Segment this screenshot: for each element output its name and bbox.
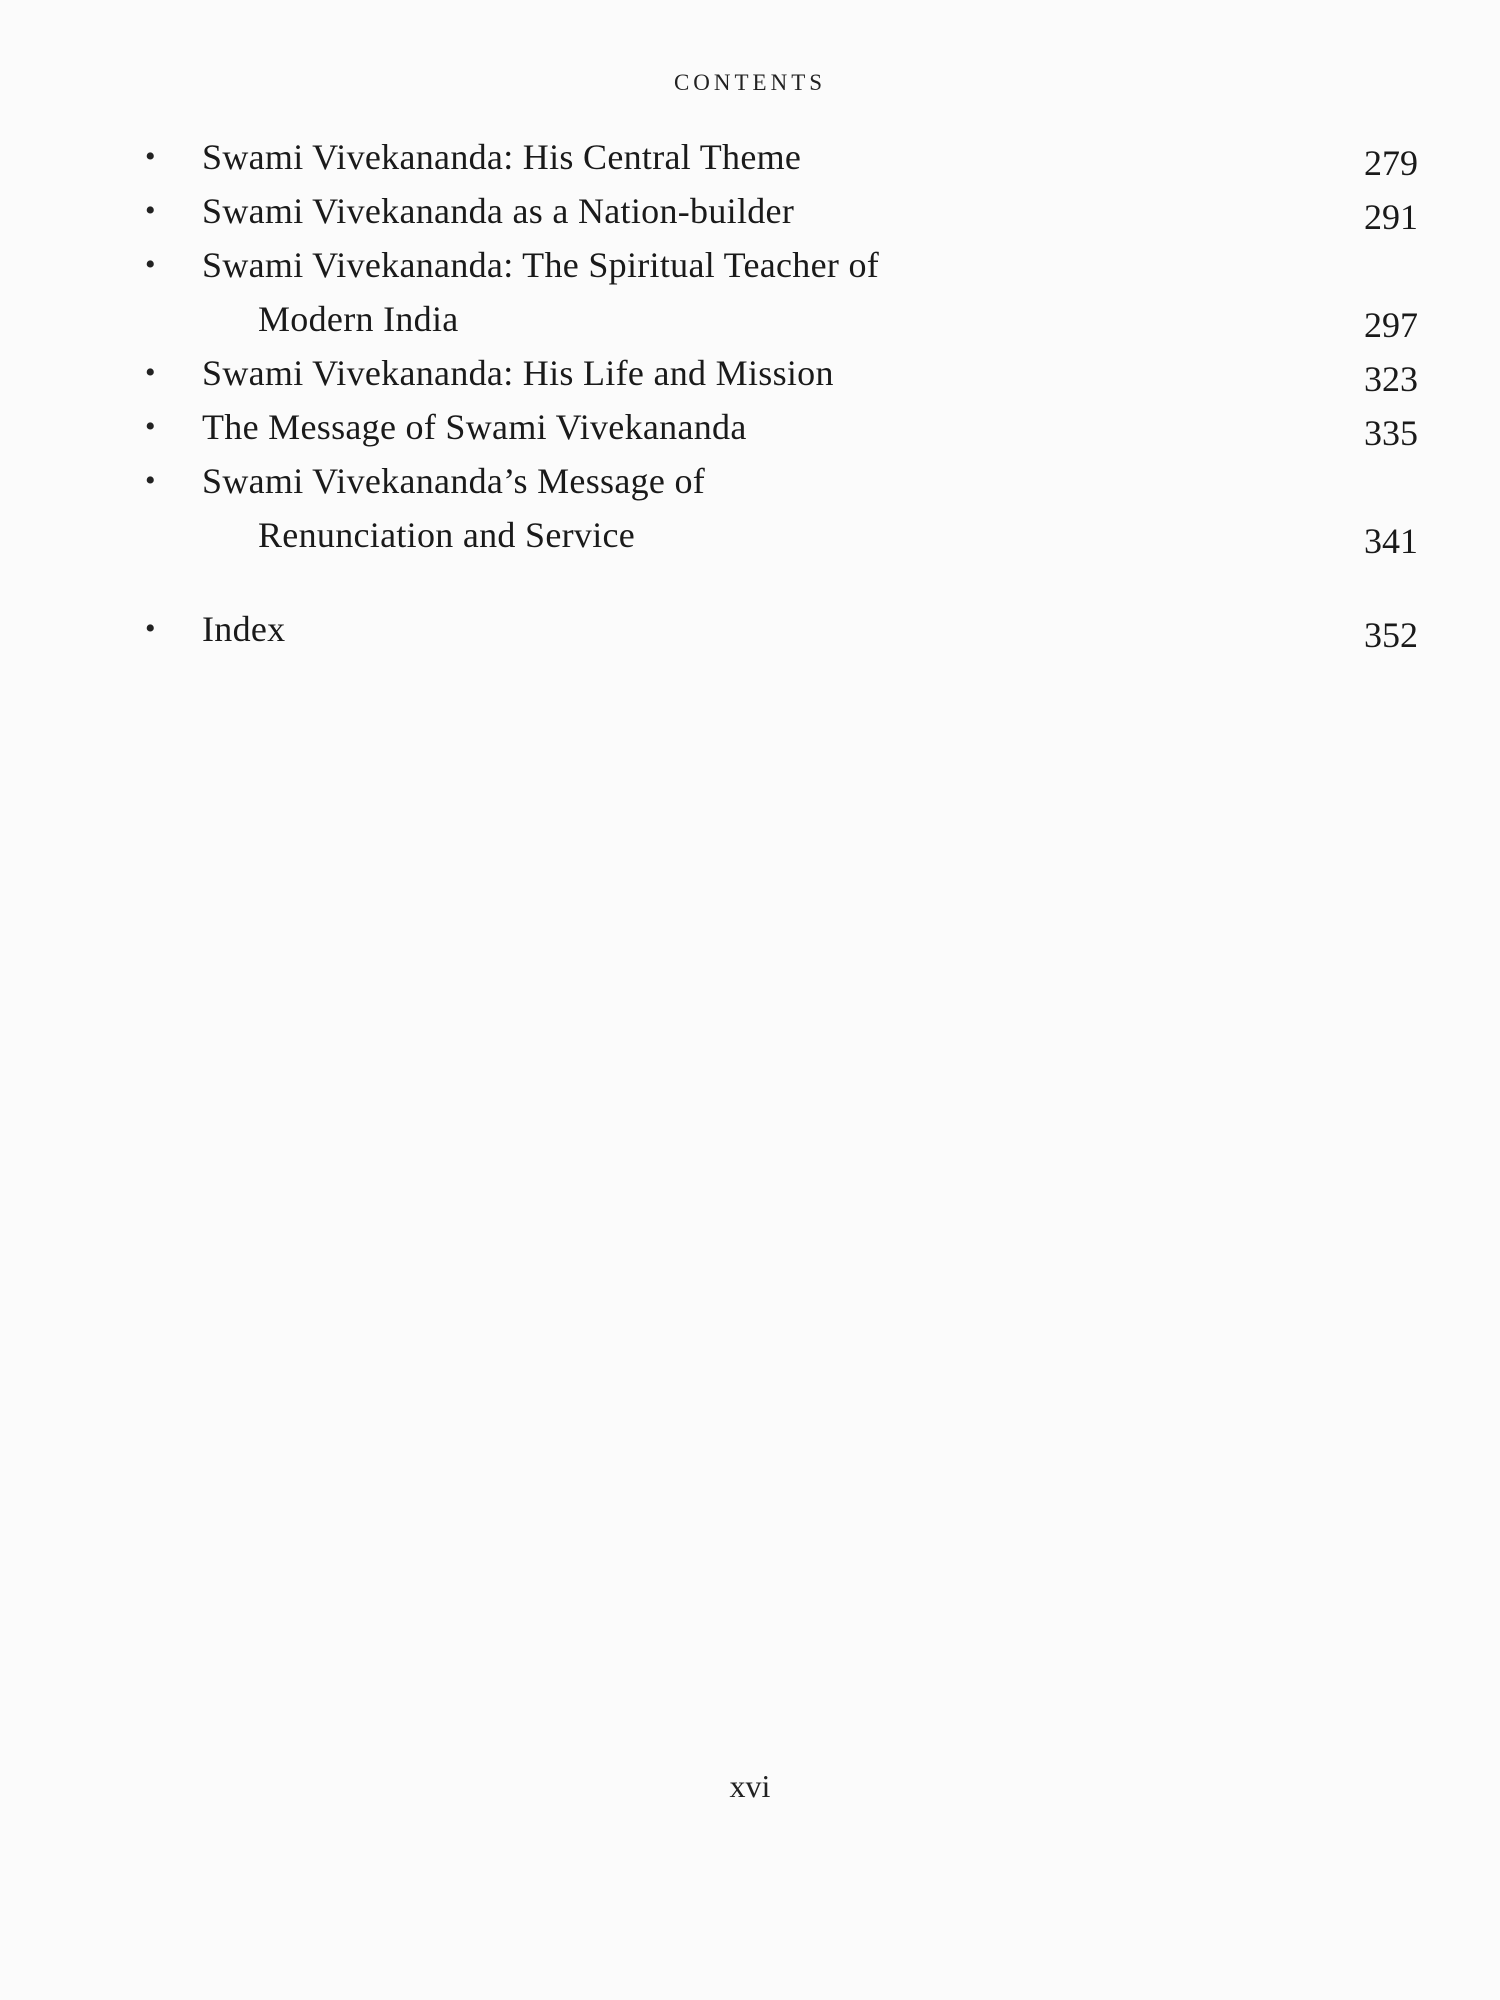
entry-title-line: Swami Vivekananda’s Message of (202, 461, 706, 501)
entry-title (202, 400, 1202, 454)
entry-page-number: 335 (1364, 413, 1418, 453)
bullet-marker: • (145, 464, 156, 497)
entry-title-line: Swami Vivekananda: His Life and Mission (202, 353, 834, 393)
entry-title (202, 454, 1202, 562)
entry-title-line: The Message of Swami Vivekananda (202, 407, 747, 447)
toc-entry (138, 454, 1418, 562)
running-head: CONTENTS (673, 70, 827, 95)
bullet-marker: • (145, 194, 156, 227)
toc-entry (138, 130, 1418, 184)
entry-page-number: 352 (1364, 615, 1418, 655)
entry-page-number: 291 (1364, 197, 1418, 237)
entry-title (202, 602, 1202, 656)
toc-entry (138, 184, 1418, 238)
entry-page-number: 323 (1364, 359, 1418, 399)
bullet-marker: • (145, 410, 156, 443)
entry-title-line: Swami Vivekananda: The Spiritual Teacher of (202, 245, 880, 285)
toc-entry (138, 346, 1418, 400)
entry-title-line: Index (202, 609, 286, 649)
entry-page-number: 297 (1364, 305, 1418, 345)
bullet-marker: • (145, 612, 156, 645)
folio-page-number: xvi (729, 1768, 771, 1804)
toc-entry (138, 400, 1418, 454)
entry-title-continuation: Renunciation and Service (258, 515, 636, 555)
entry-title (202, 238, 1202, 346)
entry-page-number: 341 (1364, 521, 1418, 561)
entry-title-line: Swami Vivekananda as a Nation-builder (202, 191, 795, 231)
bullet-marker: • (145, 140, 156, 173)
toc-entry (138, 238, 1418, 346)
entry-title (202, 130, 1202, 184)
entry-title (202, 346, 1202, 400)
toc-entry-index (138, 602, 1418, 656)
bleed-through-texture (620, 740, 1380, 1740)
entry-title (202, 184, 1202, 238)
bullet-marker: • (145, 248, 156, 281)
entry-title-line: Swami Vivekananda: His Central Theme (202, 137, 802, 177)
table-of-contents (138, 130, 1418, 656)
entry-title-continuation: Modern India (258, 299, 459, 339)
entry-page-number: 279 (1364, 143, 1418, 183)
bullet-marker: • (145, 356, 156, 389)
